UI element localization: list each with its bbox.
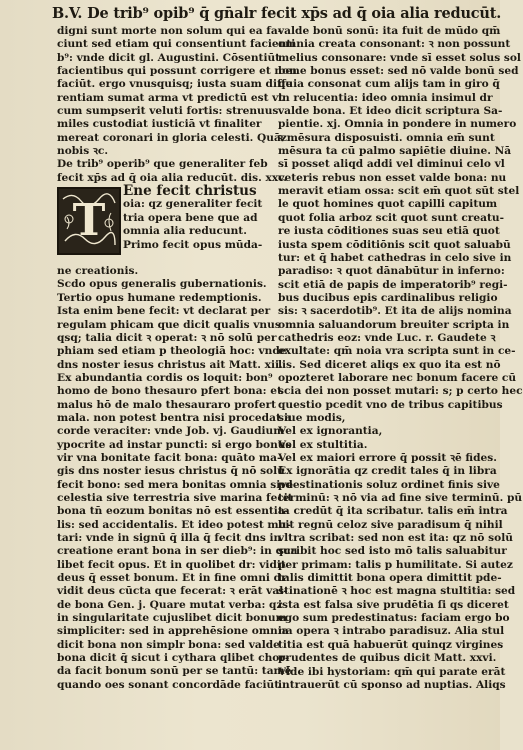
text-line: Ex ignorātia qz credit tales q̄ in libra bbox=[278, 465, 497, 478]
text-line: titia est quā habuerūt quinqz virgines bbox=[278, 638, 504, 651]
text-line: omnia alia reducunt. bbox=[123, 225, 247, 238]
text-line: ypocrite ad instar puncti: si ergo bonus bbox=[57, 438, 292, 451]
text-line: Scdo opus generalis gubernationis. bbox=[57, 278, 267, 291]
text-line: phiam sed etiam p theologiā hoc: vnde bbox=[57, 345, 287, 358]
text-line: sis: ꝛ sacerdotib⁹. Et ita de alijs nomina bbox=[278, 305, 512, 318]
text-line: tur: et q̄ habet cathedras in celo sive in bbox=[278, 251, 512, 264]
text-line: bene bonus esset: sed nō valde bonū sed bbox=[278, 65, 519, 78]
text-line: Ista enim bene fecit: vt declarat per bbox=[57, 305, 271, 318]
text-line: de bona Gen. j. Quare mutat verba: qz bbox=[57, 598, 283, 611]
text-line: dicit bona non simplr bona: sed valde bbox=[57, 638, 280, 651]
text-line: tria opera bene que ad bbox=[123, 211, 258, 224]
text-line: ceteris rebus non esset valde bona: nu bbox=[278, 171, 507, 184]
text-line: Vel ex stultitia. bbox=[278, 438, 368, 451]
text-line: mala. non potest bentra nisi procedat a bbox=[57, 411, 292, 424]
text-line: ꝛ mēsura disposuisti. omnia em̄ sunt bbox=[278, 131, 495, 144]
text-line: nobis ꝛc. bbox=[57, 145, 109, 158]
text-line: paradiso: ꝛ quot dānabūtur in inferno: bbox=[278, 265, 505, 278]
text-line: Vide ibi hystoriam: qm̄ qui parate erāt bbox=[278, 665, 506, 678]
left-column bbox=[57, 25, 298, 692]
text-line: cathedris eoz: vnde Luc. r. Gaudete ꝛ bbox=[278, 331, 496, 344]
text-line: exultate: qm̄ noia vra scripta sunt in ce- bbox=[278, 345, 516, 358]
text-line: vir vna bonitate facit bona: quāto ma- bbox=[57, 451, 282, 464]
text-line: scit etiā de papis de imperatorib⁹ regi- bbox=[278, 278, 508, 291]
initial-letter: T bbox=[72, 195, 106, 247]
text-line: Vel ex maiori errore q̄ possit ꝛē fides. bbox=[278, 452, 497, 464]
text-line: valde bona. Et ideo dicit scriptura Sa- bbox=[278, 105, 503, 118]
text-line: ciunt sed etiam qui consentiunt facienti bbox=[57, 38, 296, 51]
text-line: malus hō de malo thesauraro profert bbox=[57, 398, 277, 411]
decorated-initial-icon bbox=[57, 187, 121, 255]
text-line: re iusta cōditiones suas seu etiā quot bbox=[278, 225, 500, 238]
text-line: deus q̄ esset bonum. Et in fine omni dr bbox=[57, 572, 287, 585]
text-line: ego sum predestinatus: faciam ergo bo bbox=[278, 612, 510, 625]
text-line: simpliciter: sed in apprehēsione omnia bbox=[57, 625, 289, 638]
text-line: regulam phicam que dicit qualis vnus bbox=[57, 318, 281, 331]
text-beside-initial bbox=[123, 185, 271, 252]
text-line: omnia creata consonant: ꝛ non possunt bbox=[278, 38, 511, 51]
text-line: scribit hoc sed isto mō talis saluabitur bbox=[278, 545, 507, 558]
page-header: B.V. De trib⁹ opib⁹ q̄ gn̄alr fecit xp̄s ad q̄ oia alia reducūt. bbox=[52, 5, 502, 22]
text-line: oia: qz generaliter fecit bbox=[123, 198, 263, 211]
text-line: siue modis, bbox=[278, 411, 346, 424]
text-line: fecit xp̄s ad q̄ oia alia reducūt. dis. xxv. bbox=[57, 171, 287, 184]
text-line: questio pcedit vno de tribus capitibus bbox=[278, 398, 503, 411]
text-line: libet fecit opus. Et in quolibet dr: vidit bbox=[57, 558, 286, 571]
text-line: da facit bonum sonū per se tantū: tamē bbox=[57, 665, 292, 678]
text-line: ne creationis. bbox=[57, 265, 139, 278]
left-bottom-text bbox=[57, 265, 298, 692]
text-line: opozteret laborare nec bonum facere cū bbox=[278, 371, 517, 384]
left-top-text bbox=[57, 25, 297, 185]
text-line: bona tn̄ eozum bonitas nō est essentia- bbox=[57, 505, 290, 518]
text-line: omnia saluandorum breuiter scripta in bbox=[278, 318, 510, 331]
text-line: valde bonū sonū: ita fuit de mūdo qm̄ bbox=[278, 25, 501, 37]
text-line: lis. Sed diceret aliqs ex quo ita est nō bbox=[278, 358, 501, 371]
text-line: corde veraciter: vnde Job. vj. Gaudium bbox=[57, 425, 285, 438]
text-line: vidit deus cūcta que fecerat: ꝛ erāt val- bbox=[57, 585, 288, 598]
text-line: lis: sed accidentalis. Et ideo potest mu- bbox=[57, 518, 291, 531]
text-line: quot folia arboz scit quot sunt creatu- bbox=[278, 211, 504, 224]
text-line: facientibus qui possunt corrigere et non bbox=[57, 65, 297, 78]
text-line: iusta spem cōditiōnis scit quot saluabū bbox=[278, 238, 511, 251]
text-line: Tertio opus humane redemptionis. bbox=[57, 291, 262, 304]
text-line: qsq; talia dicit ꝛ operat: ꝛ nō solū per bbox=[57, 331, 277, 344]
text-line: gis dns noster iesus christus q̄ nō solū bbox=[57, 465, 285, 478]
text-line: tari: vnde in signū q̄ illa q̄ fecit dns in bbox=[57, 532, 282, 544]
text-line: prudentes de quibus dicit Matt. xxvi. bbox=[278, 652, 497, 665]
text-line: scia dei non posset mutari: s; p certo hec bbox=[278, 385, 523, 398]
text-line: bus ducibus epis cardinalibus religio bbox=[278, 291, 498, 304]
text-line: Ene fecit christus bbox=[123, 183, 257, 200]
text-line: pdestinationis soluz ordinet finis sive bbox=[278, 478, 500, 491]
text-line: quando oes sonant concordāde faciūt bbox=[57, 678, 280, 691]
text-line: le quot homines quot capilli capitum bbox=[278, 198, 498, 211]
text-line: mereat coronari in gloria celesti. Quāz bbox=[57, 131, 287, 144]
text-line: miles custodiat iusticiā vt finaliter bbox=[57, 118, 262, 131]
text-line: bit regnū celoz sive paradisum q̄ nihil bbox=[278, 518, 503, 531]
text-line: in relucentia: ideo omnia insimul dr bbox=[278, 91, 493, 104]
text-line: creatione erant bona in ser dieb⁹: in qua bbox=[57, 545, 298, 558]
text-line: faciūt. ergo vnusquisq; iusta suam diffe bbox=[57, 78, 293, 91]
text-line: in singularitate cujuslibet dicit bonum bbox=[57, 612, 287, 625]
text-line: terminū: ꝛ nō via ad fine sive terminū. pū bbox=[278, 492, 523, 505]
text-line: cum sumpserit veluti fortis: strenuus bbox=[57, 105, 279, 118]
text-line: per primam: talis p humilitate. Si autez bbox=[278, 558, 513, 571]
text-line: homo de bono thesauro pfert bona: et bbox=[57, 385, 282, 398]
text-line: fecit bono: sed mera bonitas omnia sive bbox=[57, 478, 294, 491]
text-line: ta credūt q̄ ita scribatur. talis em̄ intra bbox=[278, 505, 508, 518]
text-line: meravit etiam ossa: scit em̄ quot sūt stel bbox=[278, 185, 520, 198]
text-line: mēsura ta cū palmo sapiētie diuine. Nā bbox=[278, 145, 512, 158]
text-line: quia consonat cum alijs tam in giro q̄ bbox=[278, 78, 500, 91]
text-line: b⁹: vnde dicit gl. Augustini. Cōsentiūt bbox=[57, 51, 281, 64]
text-line: Vel ex ignorantia, bbox=[278, 425, 383, 438]
text-line: vltra scribat: sed non est ita: qz nō solū bbox=[278, 532, 513, 545]
text-line: intrauerūt cū sponso ad nuptias. Aliqs bbox=[278, 678, 506, 691]
text-line: sī posset aliqd addi vel diminui celo vl bbox=[278, 158, 505, 171]
initial-block bbox=[57, 185, 269, 265]
text-line: talis dimittit bona opera dimittit pde- bbox=[278, 572, 502, 585]
text-line: pientie. xj. Omnia in pondere in numero bbox=[278, 118, 517, 131]
text-line: stinationē ꝛ hoc est magna stultitia: sed bbox=[278, 585, 516, 598]
text-line: dns noster iesus christus ait Matt. xii. bbox=[57, 358, 283, 371]
text-line: bona dicit q̄ sicut i cythara qlibet chor- bbox=[57, 652, 290, 665]
text-line: digni sunt morte non solum qui ea fa- bbox=[57, 25, 283, 37]
text-line: melius consonare: vnde sī esset solus sol bbox=[278, 51, 521, 64]
text-line: Ex abundantia cordis os loquit: bon⁹ bbox=[57, 371, 273, 384]
text-line: rentiam sumat arma vt predictū est vt bbox=[57, 91, 284, 104]
text-line: ista est falsa sive prudētia ſi qs diceret bbox=[278, 598, 509, 611]
text-line: na opera ꝛ intrabo paradisuz. Alia stul bbox=[278, 625, 505, 638]
text-line: Primo fecit opus mūda- bbox=[123, 238, 263, 251]
text-line: De trib⁹ operib⁹ que generaliter feb bbox=[57, 158, 268, 171]
right-column bbox=[278, 25, 523, 692]
text-line: celestia sive terrestria sive marina fecit bbox=[57, 491, 293, 504]
